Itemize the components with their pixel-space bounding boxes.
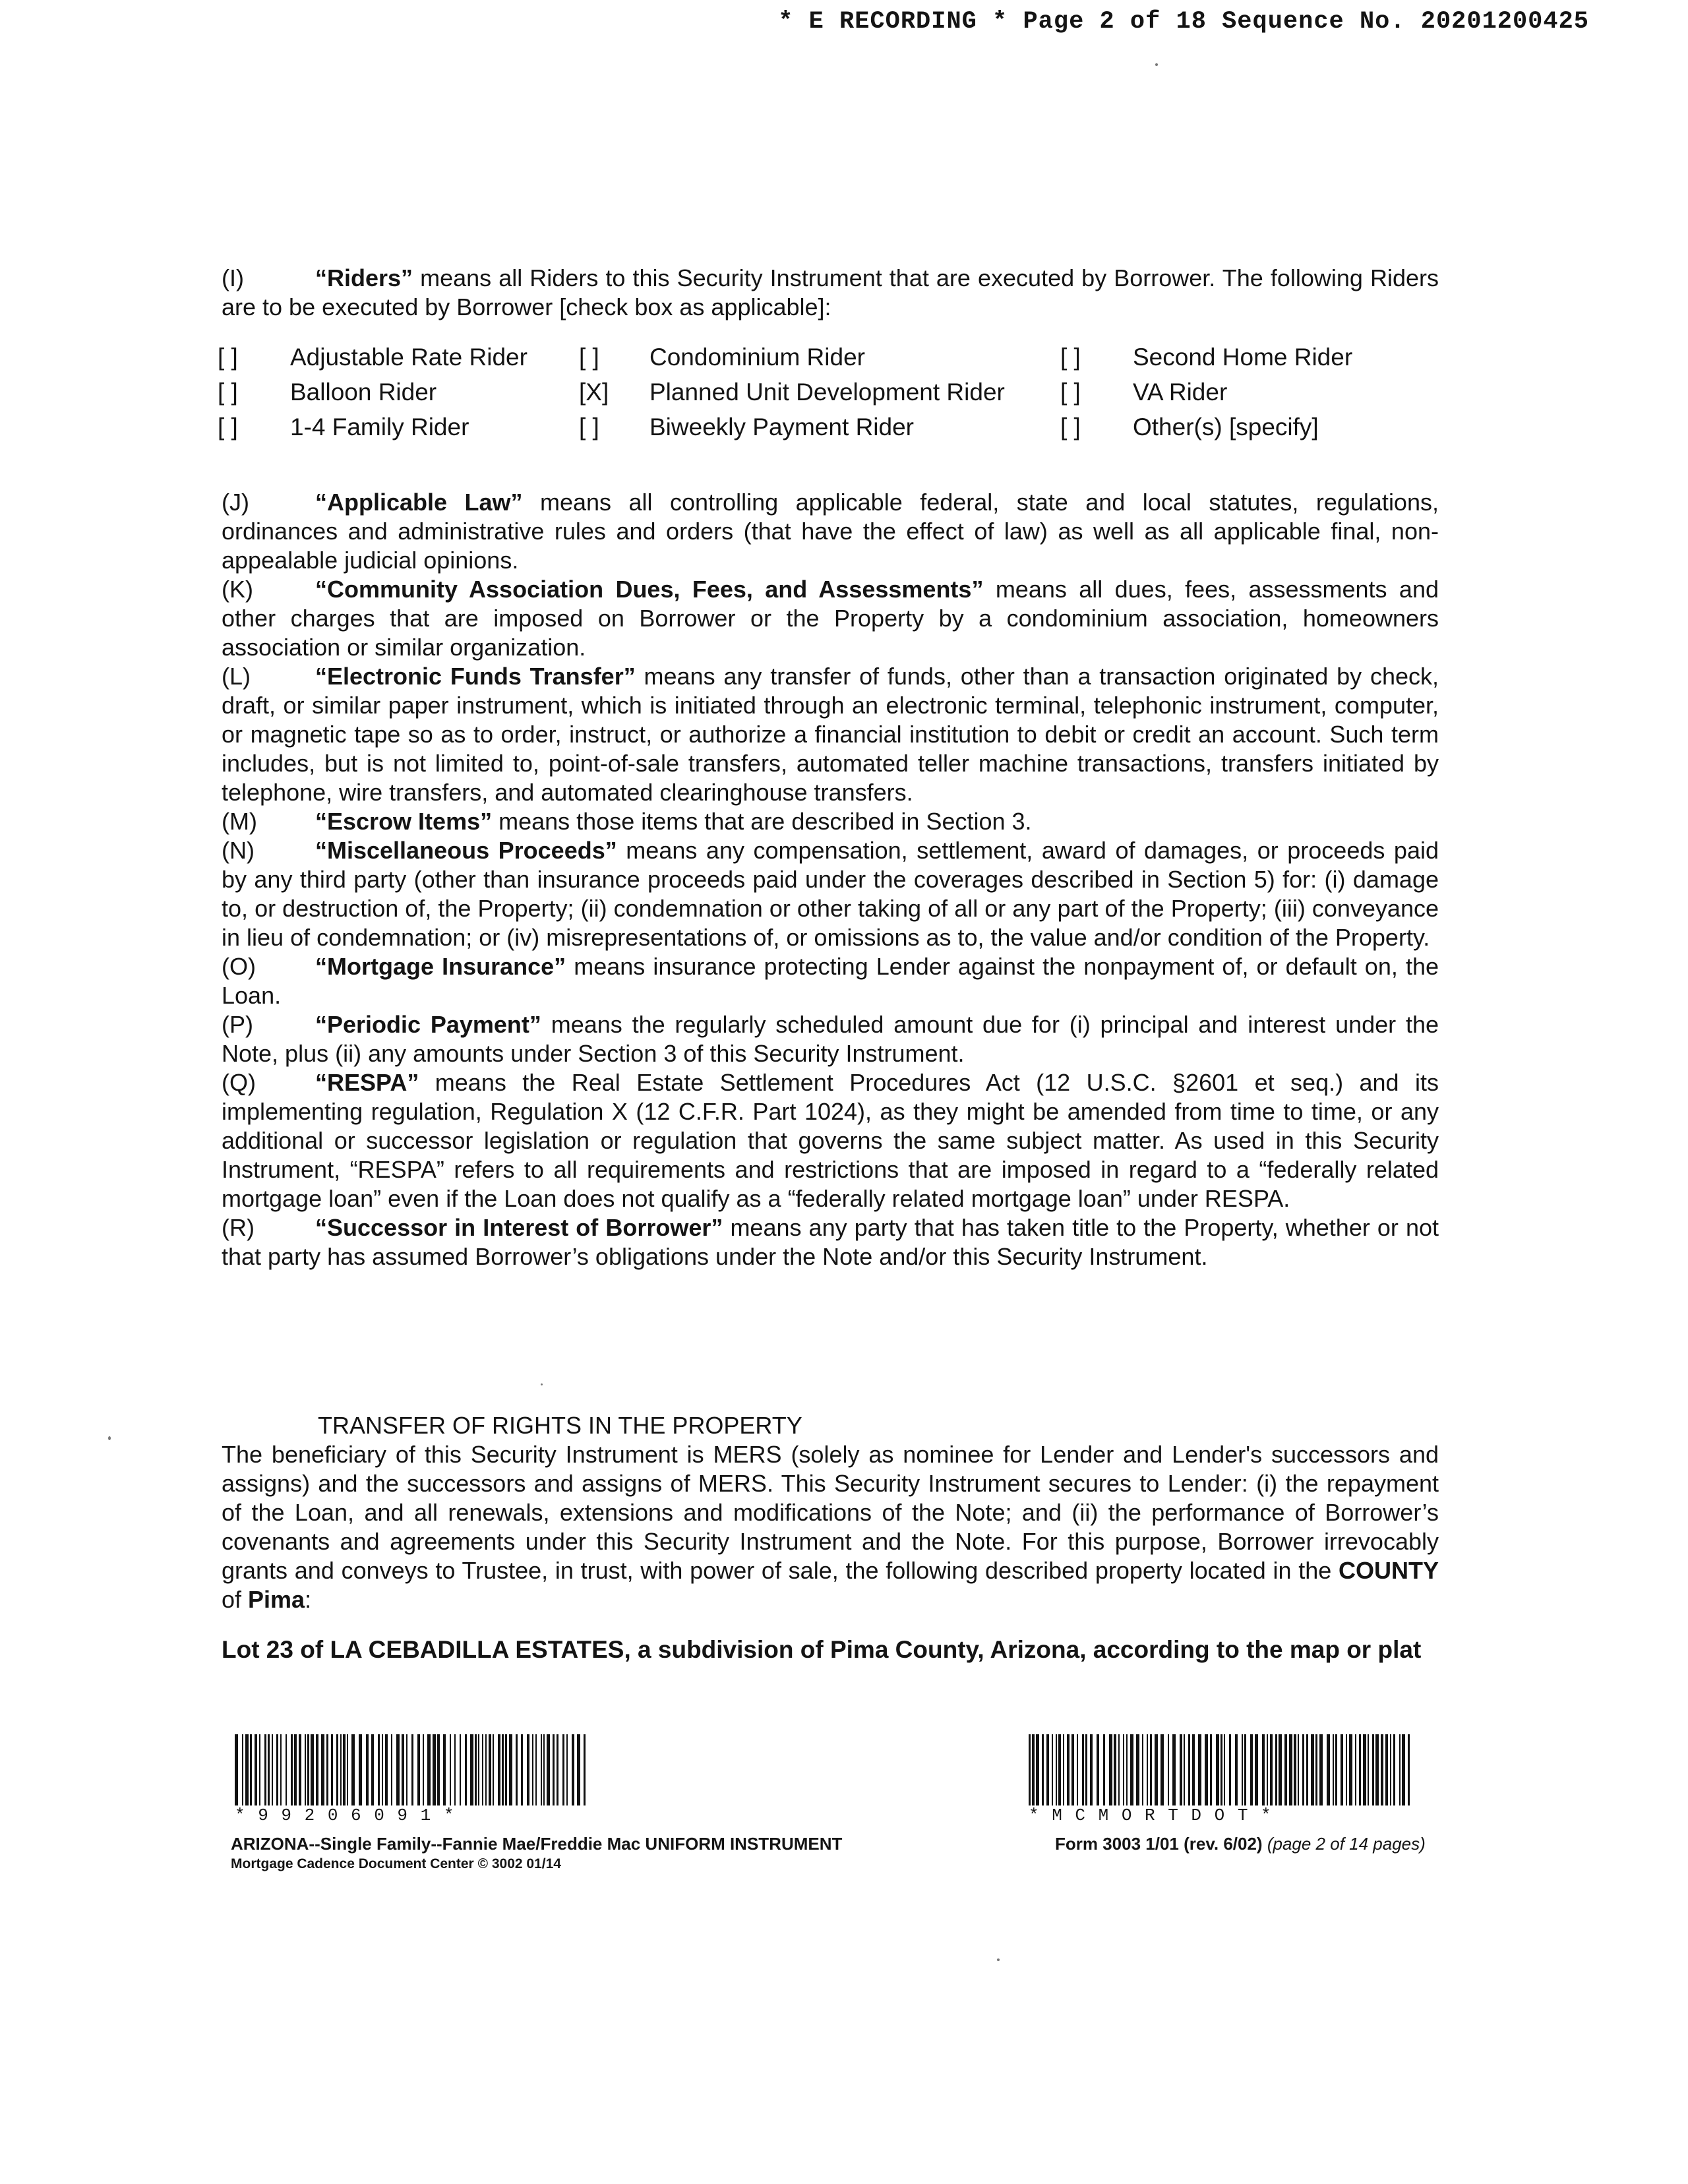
def-text: means the regularly scheduled amount due for (i) principal and interest under the Note, plus (ii) any amounts under Section 3 of this Security Instrument. [222, 1011, 1439, 1067]
barcode-bar [371, 1734, 374, 1805]
barcode-bar [272, 1734, 273, 1805]
barcode-left [235, 1734, 591, 1824]
def-letter: (J) [222, 489, 249, 516]
barcode-bar [1160, 1734, 1164, 1805]
barcode-bar [382, 1734, 383, 1805]
barcode-bar [1327, 1734, 1330, 1805]
county-name: Pima [248, 1586, 305, 1613]
barcode-bar [359, 1734, 362, 1805]
barcode-bar [478, 1734, 479, 1805]
barcode-bar [489, 1734, 491, 1805]
def-text: means those items that are described in Section 3. [492, 808, 1032, 835]
barcode-bar [505, 1734, 507, 1805]
barcode-bar [1346, 1734, 1347, 1805]
barcode-bar [1275, 1734, 1277, 1805]
def-letter: (O) [222, 953, 256, 980]
barcode-bar [454, 1734, 456, 1805]
page-indicator: (page 2 of 14 pages) [1267, 1834, 1426, 1854]
barcode-bar [1306, 1734, 1308, 1805]
barcode-bar [1052, 1734, 1053, 1805]
barcode-bar [1393, 1734, 1395, 1805]
barcode-bar [572, 1734, 574, 1805]
barcode-bar [396, 1734, 400, 1805]
barcode-bar [1130, 1734, 1133, 1805]
barcode-bar [250, 1734, 252, 1805]
barcode-bar [1390, 1734, 1391, 1805]
barcode-bar [391, 1734, 392, 1805]
riders-definition [222, 264, 1439, 322]
barcode-bar [1359, 1734, 1361, 1805]
barcode-bar [1192, 1734, 1195, 1805]
barcode-bar [1109, 1734, 1112, 1805]
rider-label: Second Home Rider [1133, 344, 1353, 371]
barcode-bar [1408, 1734, 1410, 1805]
barcode-bar [1399, 1734, 1401, 1805]
barcode-bar [1368, 1734, 1369, 1805]
barcode-bar [532, 1734, 533, 1805]
barcode-bar [1071, 1734, 1074, 1805]
barcode-bar [1029, 1734, 1031, 1805]
barcode-bar [1114, 1734, 1116, 1805]
def-letter: (P) [222, 1011, 253, 1038]
transfer-paragraph [222, 1440, 1439, 1614]
barcode-bar [1077, 1734, 1078, 1805]
barcode-bar [1198, 1734, 1201, 1805]
def-text: means insurance protecting Lender against the nonpayment of, or default on, the Loan. [222, 953, 1439, 1009]
barcode-bar [259, 1734, 260, 1805]
recording-header: * E RECORDING * Page 2 of 18 Sequence No. 20201200425 [778, 8, 1589, 36]
barcode-bar [1216, 1734, 1219, 1805]
def-letter: (R) [222, 1214, 255, 1241]
def-term: “Periodic Payment” [315, 1011, 541, 1038]
barcode-bar [1284, 1734, 1287, 1805]
barcode-bar [485, 1734, 487, 1805]
barcode-bar [443, 1734, 446, 1805]
rider-label: 1-4 Family Rider [290, 413, 469, 440]
barcode-bar [1270, 1734, 1273, 1805]
barcode-bar [343, 1734, 346, 1805]
barcode-bar [305, 1734, 306, 1805]
barcode-bar [1224, 1734, 1225, 1805]
rider-checkbox: [ ] [1060, 379, 1081, 406]
definition-mortgage-insurance [222, 952, 1439, 1010]
barcode-bar [1058, 1734, 1061, 1805]
scan-speck [108, 1436, 111, 1440]
scan-speck [1155, 63, 1158, 66]
transfer-section [222, 1411, 1439, 1614]
barcode-bar [1333, 1734, 1334, 1805]
barcode-bar [311, 1734, 314, 1805]
barcode-bar [1082, 1734, 1084, 1805]
def-letter: (L) [222, 663, 251, 690]
barcode-bar [535, 1734, 537, 1805]
barcode-bar [1385, 1734, 1388, 1805]
footer-left [231, 1833, 842, 1874]
barcode-bar [543, 1734, 545, 1805]
rider-checkbox: [ ] [1060, 344, 1081, 371]
barcode-bar [1036, 1734, 1039, 1805]
scan-speck [997, 1958, 1000, 1961]
scan-speck [541, 1383, 543, 1385]
def-text: means any party that has taken title to the Property, whether or not that party has assumed Borrower’s obligations under the Note and/or this Security Instrument. [222, 1214, 1439, 1270]
barcode-bar [351, 1734, 355, 1805]
def-term: “Riders” [315, 264, 413, 291]
barcode-bar [498, 1734, 500, 1805]
barcode-bar [402, 1734, 404, 1805]
rider-label: VA Rider [1133, 379, 1228, 406]
rider-checkbox: [ ] [218, 413, 238, 440]
barcode-bar [340, 1734, 342, 1805]
def-letter: (I) [222, 264, 244, 291]
def-term: “Community Association Dues, Fees, and Assessments” [315, 576, 984, 603]
barcode-bar [1349, 1734, 1352, 1805]
barcode-bar [1242, 1734, 1243, 1805]
barcode-bar [423, 1734, 424, 1805]
barcode-bar [385, 1734, 388, 1805]
barcode-bar [1172, 1734, 1176, 1805]
def-text: means any transfer of funds, other than a transaction originated by check, draft, or similar paper instrument, which is initiated through an electronic terminal, telephonic instrument, computer, or magnetic tape so as to order, instruct, or authorize a financial institution to debit or credit an account. Such term includes, but is not limited to, point-of-sale transfers, automated teller machine transactions, transfers initiated by telephone, wire transfers, and automated clearinghouse transfers. [222, 663, 1439, 806]
def-letter: (N) [222, 837, 255, 864]
barcode-bar [450, 1734, 451, 1805]
barcode-bar [557, 1734, 558, 1805]
barcode-bar [1085, 1734, 1087, 1805]
def-letter: (Q) [222, 1069, 256, 1096]
barcode-bar [1142, 1734, 1143, 1805]
definition-periodic-payment [222, 1010, 1439, 1068]
barcode-bar [1267, 1734, 1268, 1805]
barcode-bar [1302, 1734, 1304, 1805]
def-text: means all dues, fees, assessments and other charges that are imposed on Borrower or the Property by a condominium association, homeowners association or similar organization. [222, 576, 1439, 661]
definition-misc-proceeds [222, 836, 1439, 952]
barcode-bar [307, 1734, 309, 1805]
def-letter: (K) [222, 576, 253, 603]
transfer-text: of [222, 1586, 249, 1613]
barcode-bar [1255, 1734, 1258, 1805]
barcode-bar [577, 1734, 580, 1805]
barcode-bar [242, 1734, 243, 1805]
barcode-bar [584, 1734, 586, 1805]
legal-description: Lot 23 of LA CEBADILLA ESTATES, a subdivision of Pima County, Arizona, according to the map or plat [222, 1636, 1422, 1663]
definition-electronic-funds [222, 662, 1439, 807]
rider-checkbox-checked: [X] [579, 379, 609, 406]
def-term: “Electronic Funds Transfer” [315, 663, 636, 690]
barcode-bar [509, 1734, 512, 1805]
barcode-bar [433, 1734, 436, 1805]
barcode-bar [1289, 1734, 1292, 1805]
definition-community-dues [222, 575, 1439, 662]
def-text: means all controlling applicable federal, state and local statutes, regulations, ordinances and administrative rules and orders (that have the effect of law) as well as all applicable final, non-appealable judicial opinions. [222, 489, 1439, 574]
barcode-bar [1229, 1734, 1231, 1805]
barcode-bar [1363, 1734, 1366, 1805]
def-text: means any compensation, settlement, award of damages, or proceeds paid by any third party (other than insurance proceeds paid under the coverages described in Section 5) for: (i) damage to, or destruction of, the Property; (ii) condemnation or other taking of all or any part of the Property; (iii) conveyance in lieu of condemnation; or (iv) misrepresentations of, or omissions as to, the value and/or condition of the Property. [222, 837, 1439, 951]
barcode-bar [1042, 1734, 1044, 1805]
def-term: “Mortgage Insurance” [315, 953, 566, 980]
def-term: “Successor in Interest of Borrower” [315, 1214, 723, 1241]
barcode-bar [321, 1734, 324, 1805]
barcode-bar [1180, 1734, 1182, 1805]
barcode-bar [286, 1734, 287, 1805]
barcode-bar [255, 1734, 257, 1805]
barcode-bar [1210, 1734, 1212, 1805]
rider-checkbox: [ ] [218, 344, 238, 371]
rider-checkbox: [ ] [218, 379, 238, 406]
rider-label: Planned Unit Development Rider [649, 379, 1005, 406]
barcode-bar [1097, 1734, 1099, 1805]
barcode-bar [547, 1734, 550, 1805]
barcode-bar [1341, 1734, 1343, 1805]
def-letter: (M) [222, 808, 257, 835]
definition-escrow-items [222, 807, 1439, 836]
barcode-bar [235, 1734, 238, 1805]
barcode-bar [1372, 1734, 1374, 1805]
barcode-bar [411, 1734, 413, 1805]
barcode-bars [235, 1734, 591, 1805]
barcode-bar [245, 1734, 249, 1805]
barcode-bar [347, 1734, 348, 1805]
barcode-bar [366, 1734, 369, 1805]
barcode-bar [493, 1734, 494, 1805]
barcode-caption: * M C M O R T D O T * [1029, 1805, 1273, 1825]
barcode-bar [465, 1734, 467, 1805]
barcode-bar [516, 1734, 518, 1805]
barcode-bar [1355, 1734, 1356, 1805]
barcode-bar [1279, 1734, 1282, 1805]
barcode-bar [482, 1734, 483, 1805]
rider-checkbox: [ ] [1060, 413, 1081, 440]
rider-label: Balloon Rider [290, 379, 437, 406]
barcode-bar [1103, 1734, 1105, 1805]
rider-checkbox: [ ] [579, 413, 599, 440]
instrument-title: ARIZONA--Single Family--Fannie Mae/Freddie Mac UNIFORM INSTRUMENT [231, 1834, 843, 1854]
county-label: COUNTY [1339, 1557, 1439, 1584]
footer-right [1055, 1833, 1426, 1854]
rider-label: Adjustable Rate Rider [290, 344, 528, 371]
def-term: “Applicable Law” [315, 489, 523, 516]
rider-label: Condominium Rider [649, 344, 865, 371]
barcode-bar [427, 1734, 431, 1805]
barcode-bar [437, 1734, 440, 1805]
barcode-bar [326, 1734, 328, 1805]
rider-label: Biweekly Payment Rider [649, 413, 914, 440]
def-term: “RESPA” [315, 1069, 419, 1096]
barcode-bar [1184, 1734, 1185, 1805]
barcode-bars [1029, 1734, 1411, 1805]
barcode-bar [1063, 1734, 1064, 1805]
rider-row [218, 375, 1444, 410]
barcode-bar [378, 1734, 380, 1805]
barcode-bar [1155, 1734, 1158, 1805]
barcode-bar [417, 1734, 420, 1805]
barcode-bar [1250, 1734, 1253, 1805]
barcode-bar [1067, 1734, 1070, 1805]
barcode-bar [1150, 1734, 1152, 1805]
barcode-bar [1147, 1734, 1148, 1805]
barcode-bar [291, 1734, 293, 1805]
transfer-text: : [305, 1586, 312, 1613]
barcode-bar [1244, 1734, 1246, 1805]
definition-successor [222, 1213, 1439, 1271]
barcode-caption: * 9 9 2 0 6 0 9 1 * [235, 1805, 456, 1825]
barcode-bar [1262, 1734, 1265, 1805]
rider-row [218, 340, 1444, 375]
barcode-bar [1221, 1734, 1222, 1805]
def-text: means all Riders to this Security Instrument that are executed by Borrower. The following Riders are to be executed by Borrower [check box as applicable]: [222, 264, 1439, 320]
barcode-bar [470, 1734, 473, 1805]
barcode-bar [1235, 1734, 1238, 1805]
barcode-bar [553, 1734, 555, 1805]
rider-row [218, 410, 1444, 444]
barcode-bar [280, 1734, 282, 1805]
barcode-right [1029, 1734, 1411, 1824]
document-center: Mortgage Cadence Document Center © 3002 01/14 [231, 1856, 561, 1871]
barcode-bar [1032, 1734, 1035, 1805]
barcode-bar [1381, 1734, 1383, 1805]
barcode-bar [299, 1734, 301, 1805]
barcode-bar [1136, 1734, 1139, 1805]
barcode-bar [1319, 1734, 1323, 1805]
barcode-bar [336, 1734, 338, 1805]
barcode-bar [527, 1734, 529, 1805]
barcode-bar [1311, 1734, 1314, 1805]
definition-applicable-law [222, 488, 1439, 575]
barcode-bar [1090, 1734, 1093, 1805]
barcode-bar [1046, 1734, 1049, 1805]
form-number: Form 3003 1/01 (rev. 6/02) [1055, 1834, 1263, 1854]
rider-label: Other(s) [specify] [1133, 413, 1319, 440]
barcode-bar [1168, 1734, 1169, 1805]
barcode-bar [331, 1734, 333, 1805]
definitions-list [222, 488, 1439, 1271]
barcode-bar [1205, 1734, 1208, 1805]
barcode-bar [541, 1734, 542, 1805]
def-text: means the Real Estate Settlement Procedures Act (12 U.S.C. §2601 et seq.) and its implementing regulation, Regulation X (12 C.F.R. Part 1024), as they might be amended from time to time, or any additional or successor legislation or regulation that governs the same subject matter. As used in this Security Instrument, “RESPA” refers to all requirements and restrictions that are imposed in regard to a “federally related mortgage loan” even if the Loan does not qualify as a “federally related mortgage loan” under RESPA. [222, 1069, 1439, 1212]
rider-checkbox: [ ] [579, 344, 599, 371]
barcode-bar [521, 1734, 523, 1805]
barcode-bar [316, 1734, 318, 1805]
definition-respa [222, 1068, 1439, 1213]
barcode-bar [1335, 1734, 1337, 1805]
barcode-bar [1294, 1734, 1296, 1805]
barcode-bar [1188, 1734, 1190, 1805]
barcode-bar [268, 1734, 270, 1805]
barcode-bar [1056, 1734, 1057, 1805]
barcode-bar [460, 1734, 461, 1805]
barcode-bar [1375, 1734, 1379, 1805]
barcode-bar [294, 1734, 297, 1805]
barcode-bar [502, 1734, 504, 1805]
barcode-bar [276, 1734, 278, 1805]
section-heading: TRANSFER OF RIGHTS IN THE PROPERTY [318, 1412, 802, 1439]
barcode-bar [1126, 1734, 1128, 1805]
barcode-bar [1123, 1734, 1124, 1805]
def-term: “Escrow Items” [315, 808, 493, 835]
barcode-bar [1118, 1734, 1120, 1805]
riders-checklist [218, 340, 1444, 444]
barcode-bar [1315, 1734, 1317, 1805]
barcode-bar [566, 1734, 568, 1805]
def-term: “Miscellaneous Proceeds” [315, 837, 617, 864]
barcode-bar [1298, 1734, 1299, 1805]
barcode-bar [1402, 1734, 1405, 1805]
barcode-bar [562, 1734, 564, 1805]
barcode-bar [475, 1734, 477, 1805]
transfer-text: The beneficiary of this Security Instrument is MERS (solely as nominee for Lender and Lender's successors and assigns) and the successors and assigns of MERS. This Security Instrument secures to Lender: (i) the repayment of the Loan, and all renewals, extensions and modifications of the Note; and (ii) the performance of Borrower’s covenants and agreements under this Security Instrument and the Note. For this purpose, Borrower irrevocably grants and conveys to Trustee, in trust, with power of sale, the following described property located in the [222, 1441, 1439, 1584]
barcode-bar [264, 1734, 266, 1805]
barcode-bar [406, 1734, 407, 1805]
